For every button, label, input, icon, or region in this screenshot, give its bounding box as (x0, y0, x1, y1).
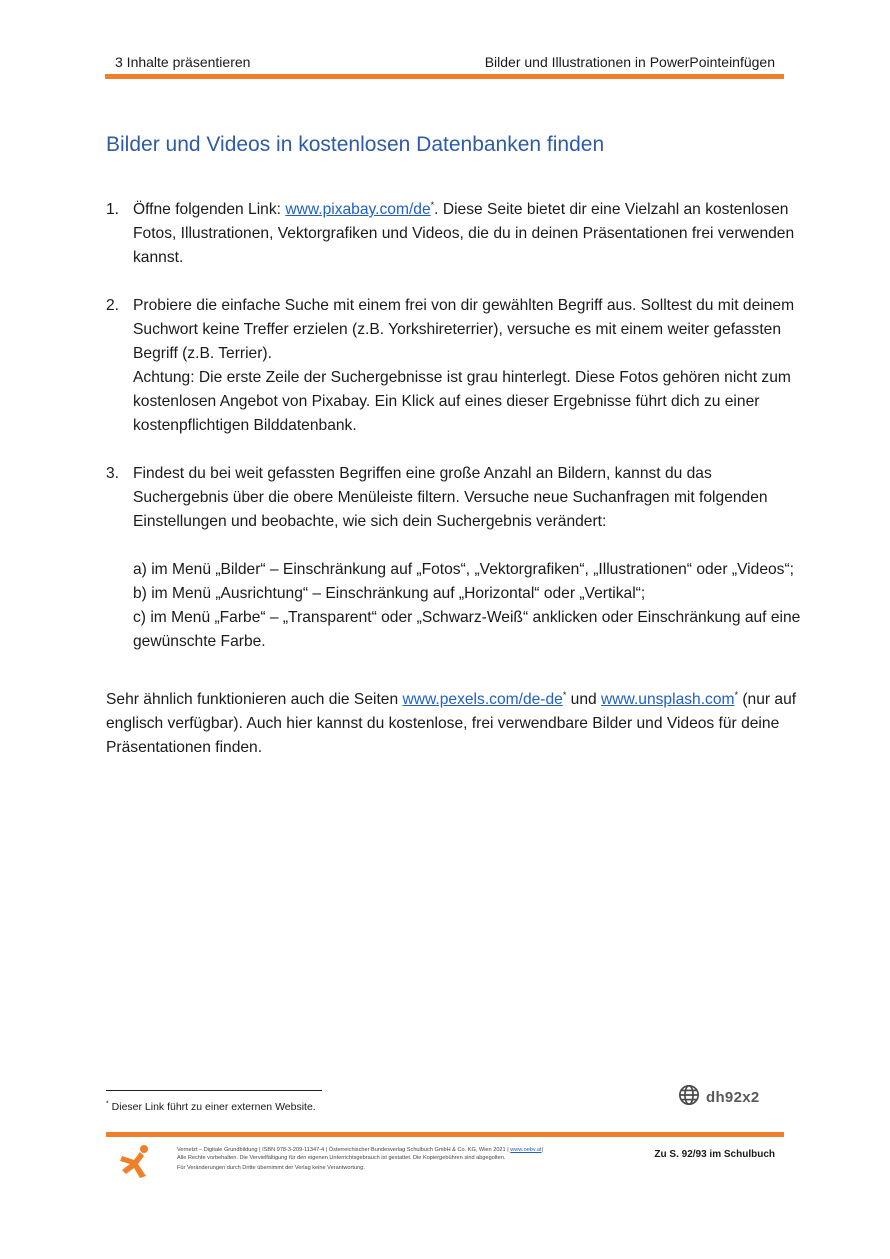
publisher-separator: | (541, 1147, 543, 1153)
footer-divider (106, 1132, 784, 1137)
footnote (106, 1101, 316, 1113)
publisher-line-2: Alle Rechte vorbehalten. Die Vervielfältigung für den eigenen Unterrichtsgebrauch ist gestattet. Die Kopiergebühren sind abgegolten. (177, 1154, 506, 1161)
online-code-badge (678, 1084, 760, 1110)
step-2-warning: Achtung: Die erste Zeile der Suchergebnisse ist grau hinterlegt. Diese Fotos gehören nicht zum kostenlosen Angebot von Pixabay. Ein Klick auf eines dieser Ergebnisse führt dich zu einer kostenpflichtigen Bilddatenbank. (133, 369, 791, 434)
footnote-marker: * (734, 689, 739, 700)
steps-list (106, 198, 806, 654)
spacer (106, 270, 806, 294)
footnote-text: Dieser Link führt zu einer externen Website. (108, 1101, 316, 1113)
footnote-marker: * (106, 1100, 109, 1108)
publisher-logo (118, 1142, 158, 1182)
publisher-line-3: Für Veränderungen durch Dritte übernimmt der Verlag keine Verantwortung. (177, 1165, 365, 1171)
publisher-text: Vernetzt – Digitale Grundbildung | ISBN 978-3-209-11347-4 | Österreichischer Bundesverlag Schulbuch GmbH & Co. KG, Wien 2021 | (177, 1147, 511, 1153)
header-divider (105, 74, 784, 79)
step-2-instruction: Probiere die einfache Suche mit einem frei von dir gewählten Begriff aus. Solltest du mit deinem Suchwort keine Treffer erzielen (z.B. Yorkshireterrier), versuche es mit einem weiter gefassten Begriff (z.B. Terrier). (133, 297, 795, 362)
oebv-link[interactable]: www.oebv.at (510, 1147, 542, 1153)
step-1-text-start: Öffne folgenden Link: (133, 201, 286, 218)
closing-text-mid: und (566, 691, 602, 708)
page-header (105, 54, 784, 80)
pixabay-link[interactable]: www.pixabay.com/de (285, 201, 431, 218)
publisher-line-1 (177, 1147, 577, 1155)
closing-paragraph (106, 688, 806, 760)
unsplash-link[interactable]: www.unsplash.com (601, 691, 735, 708)
step-1-text-end: . Diese Seite bietet dir eine Vielzahl an kostenlosen Fotos, Illustrationen, Vektorgrafiken und Videos, die du in deinen Präsentationen frei verwenden kannst. (133, 201, 795, 266)
step-2 (106, 294, 806, 438)
publisher-info (177, 1147, 577, 1173)
spacer (106, 438, 806, 462)
closing-text-end: (nur auf englisch verfügbar). Auch hier kannst du kostenlose, frei verwendbare Bilder und Videos für deine Präsentationen finden. (106, 691, 797, 756)
pexels-link[interactable]: www.pexels.com/de-de (402, 691, 563, 708)
main-content (106, 198, 806, 760)
filter-option-b: b) im Menü „Ausrichtung“ – Einschränkung auf „Horizontal“ oder „Vertikal“; (133, 585, 646, 602)
section-label: Bilder und Illustrationen in PowerPointeinfügen (484, 54, 775, 70)
filter-option-a: a) im Menü „Bilder“ – Einschränkung auf „Fotos“, „Vektorgrafiken“, „Illustrationen“ oder „Videos“; (133, 561, 794, 578)
step-3-instruction: Findest du bei weit gefassten Begriffen eine große Anzahl an Bildern, kannst du das Suchergebnis über die obere Menüleiste filtern. Versuche neue Suchanfragen mit folgenden Einstellungen und beobachte, wie sich dein Suchergebnis verändert: (133, 465, 768, 530)
footnote-divider (106, 1090, 322, 1091)
step-number: 3. (106, 465, 120, 482)
step-3 (106, 462, 806, 654)
chapter-label: 3 Inhalte präsentieren (115, 54, 251, 70)
filter-option-c: c) im Menü „Farbe“ – „Transparent“ oder „Schwarz-Weiß“ anklicken oder Einschränkung auf eine gewünschte Farbe. (133, 609, 801, 650)
step-1 (106, 198, 806, 270)
online-code: dh92x2 (706, 1088, 760, 1106)
page-title: Bilder und Videos in kostenlosen Datenbanken finden (106, 133, 605, 156)
spacer (106, 654, 806, 688)
step-number: 2. (106, 297, 120, 314)
spacer (133, 534, 806, 558)
footnote-marker: * (562, 689, 567, 700)
step-number: 1. (106, 201, 120, 218)
footnote-marker: * (430, 199, 435, 210)
globe-icon (678, 1084, 700, 1111)
closing-text-start: Sehr ähnlich funktionieren auch die Seiten (106, 691, 403, 708)
textbook-reference: Zu S. 92/93 im Schulbuch (654, 1149, 775, 1160)
